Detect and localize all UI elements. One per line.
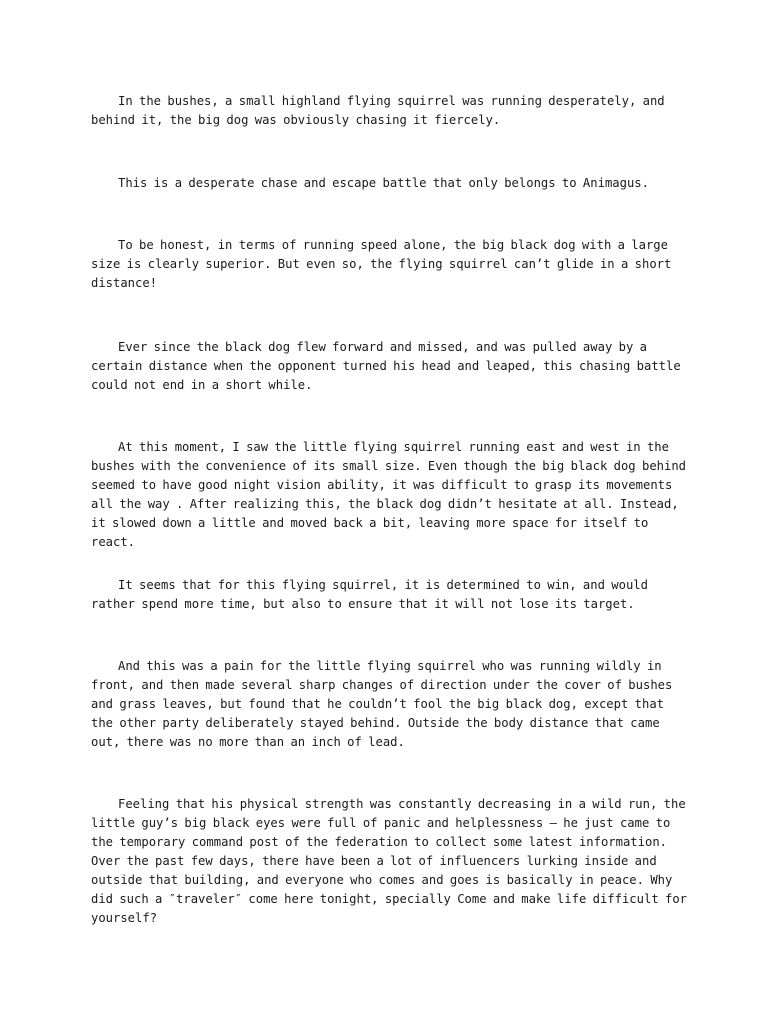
paragraph: In the bushes, a small highland flying squirrel was running desperately, and behind it, the big dog was obviously chasing it fiercely. — [91, 94, 665, 127]
paragraph: Feeling that his physical strength was constantly decreasing in a wild run, the little guy’s big black eyes were full of panic and helplessness — he just came to the temporary command post of the federation to collect some latest information. Over the past few days, there have been a lot of influencers lurking inside and outside that building, and everyone who comes and goes is basically in peace. Why did such a ″traveler″ come here tonight, specially Come and make life difficult for yourself? — [91, 797, 688, 925]
paragraph: It seems that for this flying squirrel, it is determined to win, and would rather spend more time, but also to ensure that it will not lose its target. — [91, 578, 648, 611]
paragraph: Ever since the black dog flew forward and missed, and was pulled away by a certain distance when the opponent turned his head and leaped, this chasing battle could not end in a short while. — [91, 340, 681, 392]
paragraph: At this moment, I saw the little flying squirrel running east and west in the bushes with the convenience of its small size. Even though the big black dog behind seemed to have good night vision ability, it was difficult to grasp its movements all the way . After realizing this, the black dog didn’t hesitate at all. Instead, it slowed down a little and moved back a bit, leaving more space for itself to react. — [91, 440, 687, 549]
paragraph: This is a desperate chase and escape battle that only belongs to Animagus. — [118, 176, 649, 190]
paragraph: And this was a pain for the little flying squirrel who was running wildly in front, and then made several sharp changes of direction under the cover of bushes and grass leaves, but found that he couldn’t fool the big black dog, except that the other party deliberately stayed behind. Outside the body distance that came out, there was no more than an inch of lead. — [91, 659, 673, 749]
paragraph: To be honest, in terms of running speed alone, the big black dog with a large size is clearly superior. But even so, the flying squirrel can’t glide in a short distance! — [91, 238, 672, 290]
